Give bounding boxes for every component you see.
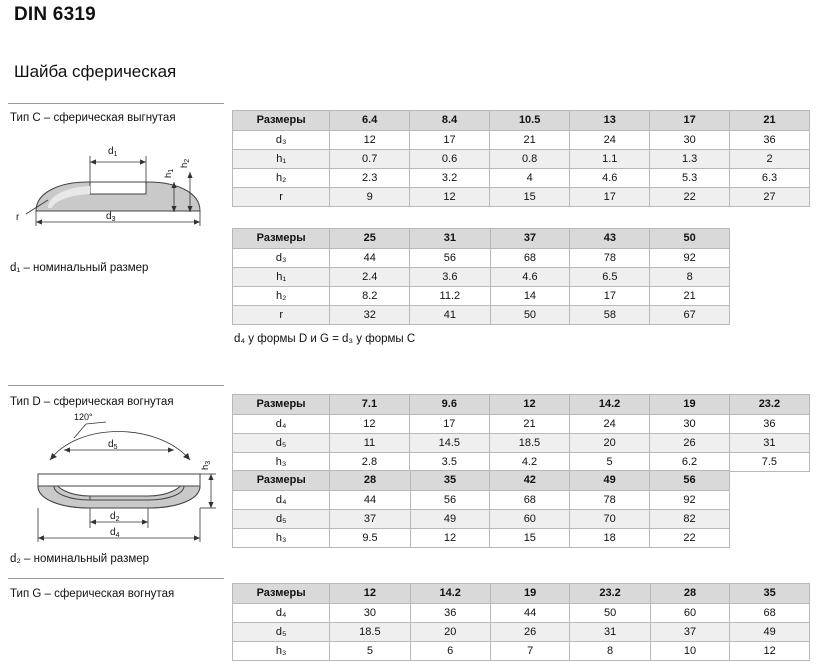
table-cell: 49 — [410, 510, 490, 529]
table-header-cell: 14.2 — [410, 584, 490, 604]
table-row — [233, 131, 810, 150]
table-header-cell: 31 — [410, 229, 490, 249]
type-d-figure — [8, 408, 223, 548]
table-header-cell: 19 — [650, 395, 730, 415]
table-cell: 10 — [650, 642, 730, 661]
table-cell: 4.6 — [490, 268, 570, 287]
table-cell: 3.2 — [410, 169, 490, 188]
table-cell: 2.8 — [330, 453, 410, 472]
table-cell: 4 — [489, 169, 569, 188]
table-header-cell: 50 — [650, 229, 730, 249]
row-label: d₄ — [233, 604, 330, 623]
table-header-cell: 28 — [650, 584, 730, 604]
table-header-cell: Размеры — [233, 111, 330, 131]
table-header-cell: 8.4 — [410, 111, 490, 131]
table-cell: 68 — [490, 491, 570, 510]
svg-text:h2: $h_2$ — [179, 158, 191, 168]
table-row — [233, 434, 810, 453]
table-header-cell: Размеры — [233, 395, 330, 415]
row-label: h₁ — [233, 268, 330, 287]
type-d-note: d₂ – номинальный размер — [10, 553, 150, 565]
middle-note: d₄ у формы D и G = d₃ у формы C — [234, 333, 416, 345]
section-divider-middle — [8, 385, 224, 386]
table-cell: 20 — [570, 434, 650, 453]
table-cell: 2 — [730, 150, 810, 169]
table-cell: 8 — [570, 642, 650, 661]
table-cell: 32 — [330, 306, 410, 325]
table-cell: 18.5 — [330, 623, 410, 642]
table-cell: 36 — [730, 131, 810, 150]
table-header-cell: 12 — [489, 395, 569, 415]
type-g-label: Тип G – сферическая вогнутая — [10, 588, 175, 600]
table-cell: 6.3 — [730, 169, 810, 188]
table-cell: 30 — [330, 604, 410, 623]
table-cell: 68 — [490, 249, 570, 268]
table-cell: 2.4 — [330, 268, 410, 287]
table-header-cell: 25 — [330, 229, 410, 249]
table-cell: 14.5 — [409, 434, 489, 453]
table-row — [233, 510, 730, 529]
table-cell: 6.2 — [650, 453, 730, 472]
page-title: DIN 6319 — [14, 4, 96, 25]
table-cell: 58 — [570, 306, 650, 325]
table-cell: 3.6 — [410, 268, 490, 287]
table-cell: 17 — [570, 287, 650, 306]
table-header-cell: 17 — [650, 111, 730, 131]
table-header-cell: 35 — [410, 471, 490, 491]
table-header-cell: 28 — [330, 471, 410, 491]
table-row — [233, 623, 810, 642]
table-cell: 6 — [410, 642, 490, 661]
table-cell: 50 — [490, 306, 570, 325]
table-cell: 18 — [570, 529, 650, 548]
table-cell: 9.5 — [330, 529, 410, 548]
table-header-row — [233, 229, 730, 249]
table-cell: 15 — [490, 529, 570, 548]
table-header-cell: 6.4 — [330, 111, 410, 131]
svg-text:d3: $d_3$ — [106, 211, 116, 223]
table-cell: 70 — [570, 510, 650, 529]
table-row — [233, 415, 810, 434]
row-label: d₃ — [233, 131, 330, 150]
row-label: d₅ — [233, 510, 330, 529]
table-header-cell: 7.1 — [330, 395, 410, 415]
section-divider-bottom — [8, 578, 224, 579]
table-header-cell: Размеры — [233, 584, 330, 604]
table-row — [233, 604, 810, 623]
table-row — [233, 150, 810, 169]
table-header-cell: 21 — [730, 111, 810, 131]
table-row — [233, 453, 810, 472]
table-header-cell: 9.6 — [409, 395, 489, 415]
row-label: r — [233, 306, 330, 325]
table-row — [233, 529, 730, 548]
type-d-table-1 — [232, 394, 810, 472]
page-subtitle: Шайба сферическая — [14, 62, 177, 81]
table-header-row — [233, 395, 810, 415]
table-cell: 5 — [570, 453, 650, 472]
table-header-row — [233, 471, 730, 491]
table-cell: 67 — [650, 306, 730, 325]
table-cell: 31 — [729, 434, 809, 453]
table-cell: 56 — [410, 249, 490, 268]
row-label: d₅ — [233, 623, 330, 642]
table-cell: 20 — [410, 623, 490, 642]
table-cell: 0.7 — [330, 150, 410, 169]
row-label: d₅ — [233, 434, 330, 453]
row-label: d₃ — [233, 249, 330, 268]
table-header-cell: 23.2 — [570, 584, 650, 604]
table-header-cell: Размеры — [233, 229, 330, 249]
row-label: h₂ — [233, 287, 330, 306]
type-c-table-2 — [232, 228, 730, 325]
svg-text:d4: $d_4$ — [110, 527, 120, 539]
table-cell: 82 — [650, 510, 730, 529]
table-cell: 26 — [490, 623, 570, 642]
table-header-cell: 56 — [650, 471, 730, 491]
table-header-cell: 49 — [570, 471, 650, 491]
table-cell: 7 — [490, 642, 570, 661]
table-cell: 56 — [410, 491, 490, 510]
table-cell: 24 — [570, 415, 650, 434]
table-cell: 22 — [650, 529, 730, 548]
table-cell: 60 — [650, 604, 730, 623]
row-label: d₄ — [233, 415, 330, 434]
type-c-note: d₁ – номинальный размер — [10, 262, 149, 274]
table-cell: 18.5 — [489, 434, 569, 453]
table-header-cell: 23.2 — [729, 395, 809, 415]
table-cell: 17 — [409, 415, 489, 434]
table-row — [233, 491, 730, 510]
row-label: h₂ — [233, 169, 330, 188]
table-cell: 44 — [330, 491, 410, 510]
table-cell: 12 — [330, 131, 410, 150]
table-cell: 11.2 — [410, 287, 490, 306]
svg-text:r: r — [16, 212, 20, 223]
table-header-cell: 19 — [490, 584, 570, 604]
table-cell: 8.2 — [330, 287, 410, 306]
table-row — [233, 188, 810, 207]
svg-text:h3: $h_3$ — [200, 460, 212, 470]
table-cell: 8 — [650, 268, 730, 287]
table-cell: 3.5 — [409, 453, 489, 472]
table-cell: 50 — [570, 604, 650, 623]
table-row — [233, 249, 730, 268]
svg-text:d5: $d_5$ — [108, 439, 118, 451]
section-divider-top — [8, 103, 224, 104]
table-cell: 31 — [570, 623, 650, 642]
table-row — [233, 169, 810, 188]
type-d-label: Тип D – сферическая вогнутая — [10, 396, 174, 408]
type-c-table-1 — [232, 110, 810, 207]
table-cell: 30 — [650, 415, 730, 434]
svg-text:120°: 120° — [74, 412, 93, 422]
table-cell: 37 — [330, 510, 410, 529]
svg-text:h1: $h_1$ — [163, 168, 175, 178]
table-header-cell: 43 — [570, 229, 650, 249]
table-header-cell: 42 — [490, 471, 570, 491]
table-cell: 12 — [330, 415, 410, 434]
table-cell: 1.1 — [570, 150, 650, 169]
table-header-cell: 10.5 — [489, 111, 569, 131]
table-header-cell: 35 — [730, 584, 810, 604]
table-cell: 12 — [410, 188, 490, 207]
table-cell: 0.6 — [410, 150, 490, 169]
table-header-row — [233, 584, 810, 604]
table-cell: 36 — [410, 604, 490, 623]
table-header-cell: 12 — [330, 584, 410, 604]
table-cell: 92 — [650, 491, 730, 510]
table-cell: 60 — [490, 510, 570, 529]
svg-text:d2: $d_2$ — [110, 511, 120, 523]
table-row — [233, 287, 730, 306]
type-c-label: Тип C – сферическая выгнутая — [10, 112, 176, 124]
table-cell: 4.6 — [570, 169, 650, 188]
table-header-row — [233, 111, 810, 131]
table-cell: 37 — [650, 623, 730, 642]
table-header-cell: 37 — [490, 229, 570, 249]
table-cell: 36 — [729, 415, 809, 434]
table-cell: 5 — [330, 642, 410, 661]
table-row — [233, 268, 730, 287]
row-label: r — [233, 188, 330, 207]
table-cell: 12 — [410, 529, 490, 548]
table-cell: 41 — [410, 306, 490, 325]
table-cell: 6.5 — [570, 268, 650, 287]
table-cell: 5.3 — [650, 169, 730, 188]
table-cell: 9 — [330, 188, 410, 207]
table-cell: 44 — [490, 604, 570, 623]
table-cell: 17 — [570, 188, 650, 207]
table-header-cell: 14.2 — [570, 395, 650, 415]
table-cell: 1.3 — [650, 150, 730, 169]
table-cell: 15 — [489, 188, 569, 207]
row-label: h₃ — [233, 529, 330, 548]
row-label: h₃ — [233, 453, 330, 472]
row-label: h₁ — [233, 150, 330, 169]
table-cell: 26 — [650, 434, 730, 453]
table-cell: 12 — [730, 642, 810, 661]
table-cell: 21 — [489, 131, 569, 150]
row-label: d₄ — [233, 491, 330, 510]
table-header-cell: Размеры — [233, 471, 330, 491]
table-cell: 21 — [489, 415, 569, 434]
table-cell: 11 — [330, 434, 410, 453]
table-cell: 27 — [730, 188, 810, 207]
svg-text:d1: $d_1$ — [108, 146, 118, 158]
table-cell: 92 — [650, 249, 730, 268]
table-cell: 22 — [650, 188, 730, 207]
table-cell: 30 — [650, 131, 730, 150]
table-cell: 68 — [730, 604, 810, 623]
type-g-table-1 — [232, 583, 810, 661]
table-row — [233, 642, 810, 661]
table-cell: 44 — [330, 249, 410, 268]
table-cell: 78 — [570, 491, 650, 510]
table-cell: 14 — [490, 287, 570, 306]
table-row — [233, 306, 730, 325]
table-cell: 4.2 — [489, 453, 569, 472]
table-cell: 7.5 — [729, 453, 809, 472]
table-header-cell: 13 — [570, 111, 650, 131]
table-cell: 17 — [410, 131, 490, 150]
type-c-figure — [8, 138, 223, 228]
table-cell: 78 — [570, 249, 650, 268]
table-cell: 21 — [650, 287, 730, 306]
type-d-table-2 — [232, 470, 730, 548]
table-cell: 24 — [570, 131, 650, 150]
table-cell: 0.8 — [489, 150, 569, 169]
table-cell: 2.3 — [330, 169, 410, 188]
table-cell: 49 — [730, 623, 810, 642]
row-label: h₃ — [233, 642, 330, 661]
